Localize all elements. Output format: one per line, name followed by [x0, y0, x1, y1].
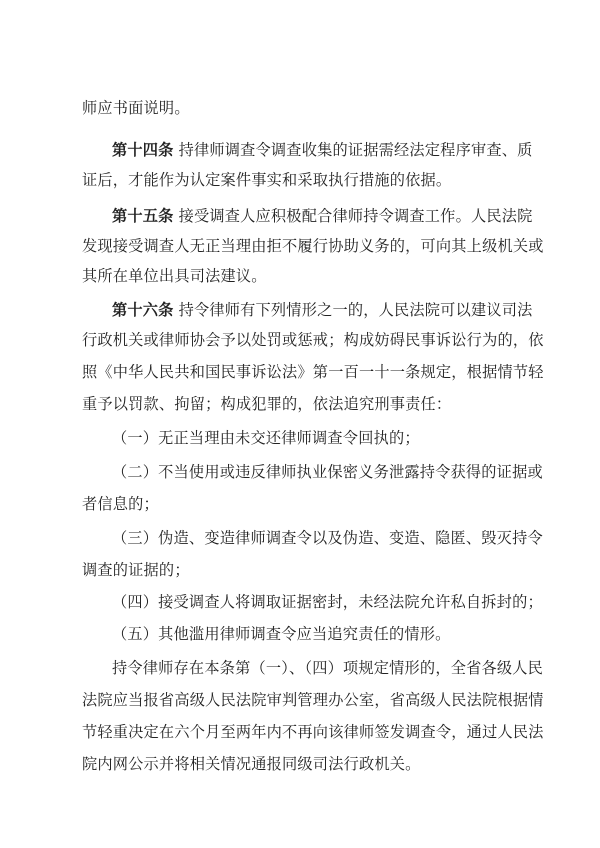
list-item-2 [112, 462, 543, 482]
text-line [82, 170, 451, 190]
line-text: 节轻重决定在六个月至两年内不再向该律师签发调查令，通过人民法 [82, 723, 544, 741]
line-text: 照《中华人民共和国民事诉讼法》第一百一十一条规定，根据情节轻 [82, 363, 544, 381]
list-item-4 [112, 592, 543, 612]
line-text: 其所在单位出具司法建议。 [82, 267, 267, 285]
text-line [82, 330, 544, 350]
article-16-heading-line [112, 300, 533, 320]
line-text: 行政机关或律师协会予以处罚或惩戒；构成妨碍民事诉讼行为的，依 [82, 331, 544, 349]
line-text: （二）不当使用或违反律师执业保密义务泄露持令获得的证据或 [112, 463, 543, 481]
line-text: （一）无正当理由未交还律师调查令回执的； [112, 429, 420, 447]
line-text: 法院应当报省高级人民法院审判管理办公室，省高级人民法院根据情 [82, 691, 544, 709]
text-line [82, 560, 190, 580]
text-line [82, 362, 544, 382]
line-text: 持律师调查令调查收集的证据需经法定程序审查、质 [178, 141, 533, 159]
line-text: 师应书面说明。 [82, 99, 190, 117]
line-text: 重予以罚款、拘留；构成犯罪的，依法追究刑事责任： [82, 395, 452, 413]
text-line [82, 690, 544, 710]
text-line [82, 494, 159, 514]
text-line [82, 98, 190, 118]
line-text: 发现接受调查人无正当理由拒不履行协助义务的，可向其上级机关或 [82, 237, 544, 255]
text-line [82, 236, 544, 256]
article-14-heading-line [112, 140, 533, 160]
line-text: 调查的证据的； [82, 561, 190, 579]
line-text: 接受调查人应积极配合律师持令调查工作。人民法院 [178, 207, 533, 225]
article-14-label: 第十四条 [112, 141, 174, 159]
line-text: 证后，才能作为认定案件事实和采取执行措施的依据。 [82, 171, 452, 189]
text-line [82, 722, 544, 742]
line-text: 者信息的； [82, 495, 159, 513]
list-item-1 [112, 428, 420, 448]
line-text: （五）其他滥用律师调查令应当追究责任的情形。 [112, 625, 451, 643]
line-text: 院内网公示并将相关情况通报同级司法行政机关。 [82, 755, 421, 773]
text-line [82, 266, 267, 286]
article-15-heading-line [112, 206, 533, 226]
text-line [82, 754, 421, 774]
text-line [82, 394, 451, 414]
list-item-3 [112, 528, 543, 548]
article-15-label: 第十五条 [112, 207, 174, 225]
line-text: （四）接受调查人将调取证据密封，未经法院允许私自拆封的； [112, 593, 543, 611]
line-text: （三）伪造、变造律师调查令以及伪造、变造、隐匿、毁灭持令 [112, 529, 543, 547]
line-text: 持令律师存在本条第（一）、（四）项规定情形的，全省各级人民 [112, 659, 544, 677]
article-16-label: 第十六条 [112, 301, 174, 319]
line-text: 持令律师有下列情形之一的，人民法院可以建议司法 [178, 301, 533, 319]
text-line [112, 658, 543, 678]
list-item-5 [112, 624, 451, 644]
